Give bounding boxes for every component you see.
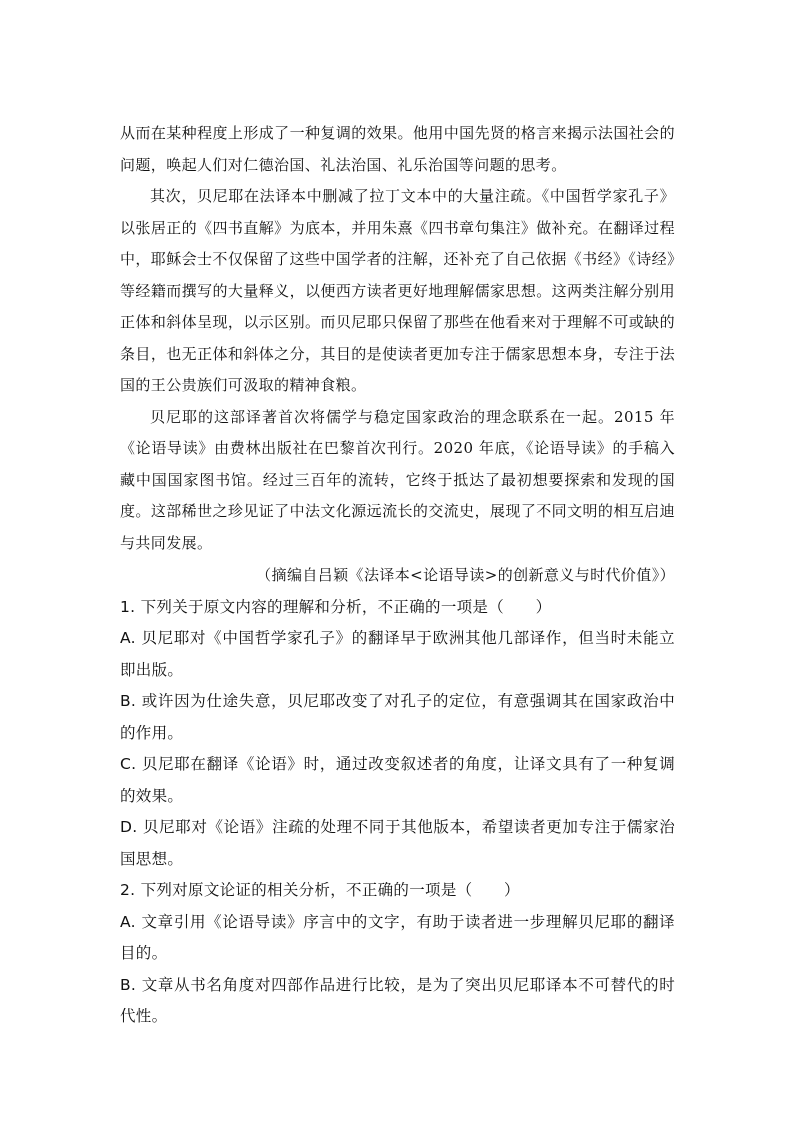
question-stem: 1. 下列关于原文内容的理解和分析，不正确的一项是（ ） [120, 597, 552, 616]
document-page [120, 118, 675, 1033]
passage-paragraph: 贝尼耶的这部译著首次将儒学与稳定国家政治的理念联系在一起。2015 年《论语导读》由费林出版社在巴黎首次刊行。2020 年底，《论语导读》的手稿入藏中国国家图书馆。经过三百年的流转，它终于抵达了最初想要探索和发现的国度。这部稀世之珍见证了中法文化源远流长的交流史，展现了不同文明的相互启迪与共同发展。 [120, 407, 675, 552]
passage-paragraph: 从而在某种程度上形成了一种复调的效果。他用中国先贤的格言来揭示法国社会的问题，唤起人们对仁德治国、礼法治国、礼乐治国等问题的思考。 [120, 124, 675, 174]
answer-option-d: D. 贝尼耶对《论语》注疏的处理不同于其他版本，希望读者更加专注于儒家治国思想。 [120, 818, 675, 868]
question-1 [120, 592, 675, 876]
question-list [120, 592, 675, 1033]
answer-option-b: B. 或许因为仕途失意，贝尼耶改变了对孔子的定位，有意强调其在国家政治中的作用。 [120, 692, 675, 742]
answer-option-c: C. 贝尼耶在翻译《论语》时，通过改变叙述者的角度，让译文具有了一种复调的效果。 [120, 755, 675, 805]
question-2 [120, 875, 675, 1033]
answer-option-a: A. 文章引用《论语导读》序言中的文字，有助于读者进一步理解贝尼耶的翻译目的。 [120, 912, 675, 962]
reading-passage [120, 118, 675, 592]
answer-option-b: B. 文章从书名角度对四部作品进行比较，是为了突出贝尼耶译本不可替代的时代性。 [120, 975, 675, 1025]
answer-option-a: A. 贝尼耶对《中国哲学家孔子》的翻译早于欧洲其他几部译作，但当时未能立即出版。 [120, 629, 675, 679]
question-stem: 2. 下列对原文论证的相关分析，不正确的一项是（ ） [120, 881, 520, 899]
passage-paragraph: 其次，贝尼耶在法译本中删减了拉丁文本中的大量注疏。《中国哲学家孔子》以张居正的《四书直解》为底本，并用朱熹《四书章句集注》做补充。在翻译过程中，耶稣会士不仅保留了这些中国学者的注解，还补充了自己依据《书经》《诗经》等经籍而撰写的大量释义，以便西方读者更好地理解儒家思想。这两类注解分别用正体和斜体呈现，以示区别。而贝尼耶只保留了那些在他看来对于理解不可或缺的条目，也无正体和斜体之分，其目的是使读者更加专注于儒家思想本身，专注于法国的王公贵族们可汲取的精神食粮。 [120, 187, 675, 394]
passage-source: （摘编自吕颖《法译本<论语导读>的创新意义与时代价值》） [256, 566, 675, 584]
